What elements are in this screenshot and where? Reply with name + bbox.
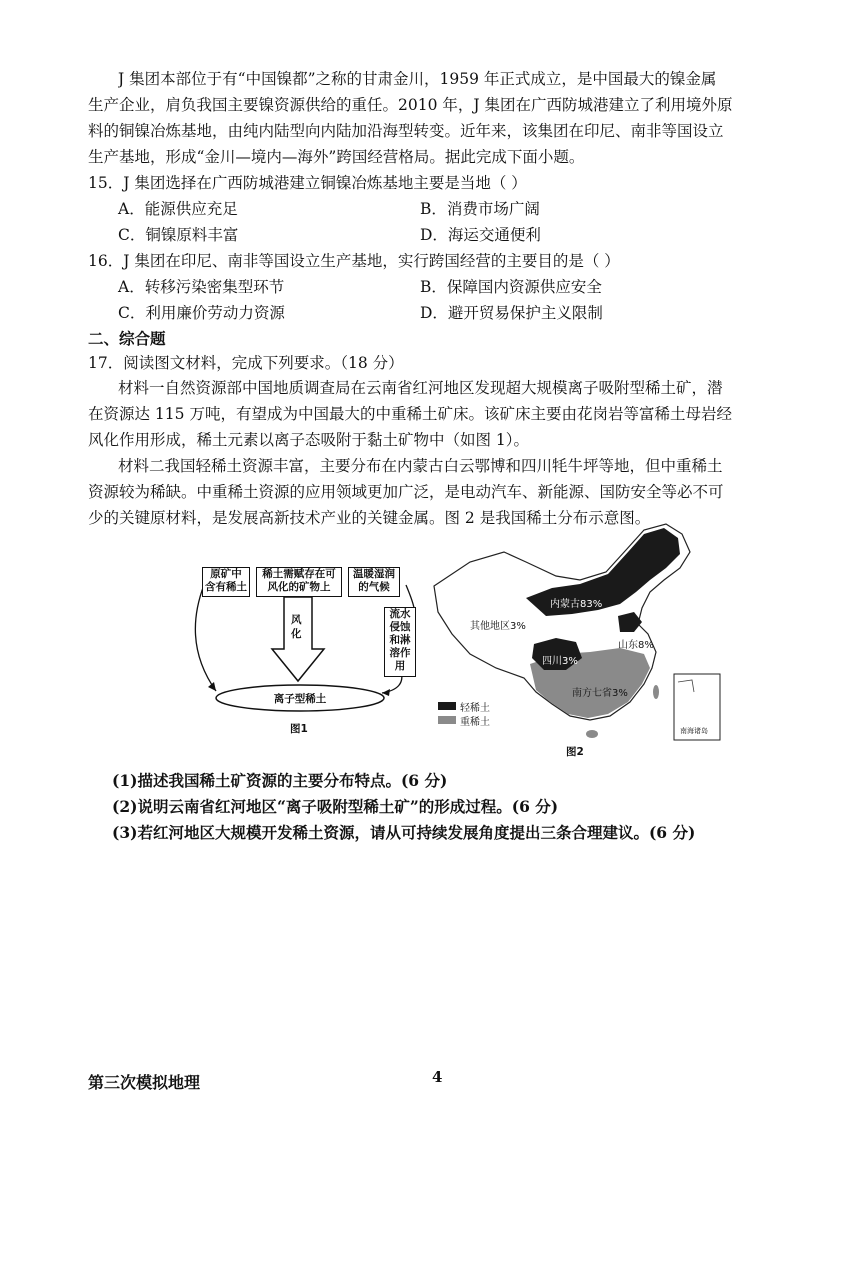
taiwan-island xyxy=(653,685,659,699)
fig1-box-ore-l2: 含有稀土 xyxy=(205,581,247,593)
label-inner-mongolia: 内蒙古83% xyxy=(550,599,603,610)
q17-stem: 17．阅读图文材料，完成下列要求。（18 分） xyxy=(88,354,404,372)
figure-2-map xyxy=(430,522,746,762)
fig1-caption: 图1 xyxy=(290,723,308,735)
fig1-box-erosion xyxy=(384,607,416,677)
q16-option-b: B．保障国内资源供应安全 xyxy=(420,278,602,296)
legend-light-swatch xyxy=(438,702,456,710)
footer-exam-name: 第三次模拟地理 xyxy=(88,1073,201,1092)
q17-material1-line2: 在资源达 115 万吨，有望成为中国最大的中重稀土矿床。该矿床主要由花岗岩等富稀土母岩经 xyxy=(88,405,732,423)
figure-1-flowchart xyxy=(186,563,421,743)
intro-line-4: 生产基地，形成“金川—境内—海外”跨国经营格局。据此完成下面小题。 xyxy=(88,148,585,166)
fig1-arrow-l1: 风 xyxy=(291,614,302,626)
fig1-box-erosion-l4: 溶作 xyxy=(389,647,411,659)
q15-option-a: A．能源供应充足 xyxy=(118,200,238,218)
fig1-box-climate-l2: 的气候 xyxy=(358,581,390,593)
fig1-box-erosion-l1: 流水 xyxy=(389,608,411,620)
q17-sub2: (2)说明云南省红河地区“离子吸附型稀土矿”的形成过程。(6 分) xyxy=(112,797,559,816)
page-number: 4 xyxy=(432,1068,443,1086)
q17-material1-line1: 材料一自然资源部中国地质调查局在云南省红河地区发现超大规模离子吸附型稀土矿，潜 xyxy=(118,379,723,397)
q17-sub1: (1)描述我国稀土矿资源的主要分布特点。(6 分) xyxy=(112,771,448,790)
q16-option-d: D．避开贸易保护主义限制 xyxy=(420,304,603,322)
fig1-box-climate-l1: 温暖湿润 xyxy=(353,568,395,580)
intro-line-1: J 集团本部位于有“中国镍都”之称的甘肃金川，1959 年正式成立，是中国最大的镍金属 xyxy=(118,70,717,88)
label-shandong: 山东8% xyxy=(618,640,654,651)
label-south-seven: 南方七省3% xyxy=(572,688,628,699)
intro-line-3: 料的铜镍冶炼基地，由纯内陆型向内陆加沿海型转变。近年来，该集团在印尼、南非等国设立 xyxy=(88,122,724,140)
fig1-box-erosion-l5: 用 xyxy=(394,660,406,672)
q16-option-a: A．转移污染密集型环节 xyxy=(118,278,285,296)
fig1-box-ore xyxy=(202,567,250,597)
q15-option-b: B．消费市场广阔 xyxy=(420,200,540,218)
label-sichuan: 四川3% xyxy=(542,656,578,667)
q17-sub3: (3)若红河地区大规模开发稀土资源，请从可持续发展角度提出三条合理建议。(6 分) xyxy=(112,823,696,842)
fig1-arrow-l2: 化 xyxy=(291,628,302,640)
label-other-regions: 其他地区3% xyxy=(470,621,526,632)
fig1-box-erosion-l2: 侵蚀 xyxy=(389,621,411,633)
legend-heavy-label: 重稀土 xyxy=(460,717,490,728)
legend-heavy-swatch xyxy=(438,716,456,724)
q17-material2-line1: 材料二我国轻稀土资源丰富，主要分布在内蒙古白云鄂博和四川牦牛坪等地，但中重稀土 xyxy=(118,457,723,475)
fig1-box-mineral-l2: 风化的矿物上 xyxy=(267,581,331,593)
section-heading: 二、综合题 xyxy=(88,329,166,348)
q15-stem: 15．J 集团选择在广西防城港建立铜镍冶炼基地主要是当地（ ） xyxy=(88,174,527,192)
q16-option-c: C．利用廉价劳动力资源 xyxy=(118,304,285,322)
fig1-box-ore-l1: 原矿中 xyxy=(210,568,242,580)
q17-material2-line2: 资源较为稀缺。中重稀土资源的应用领域更加广泛，是电动汽车、新能源、国防安全等必不可 xyxy=(88,483,724,501)
fig1-box-mineral-l1: 稀土需赋存在可 xyxy=(262,568,336,580)
q16-stem: 16．J 集团在印尼、南非等国设立生产基地，实行跨国经营的主要目的是（ ） xyxy=(88,252,620,270)
intro-line-2: 生产企业，肩负我国主要镍资源供给的重任。2010 年，J 集团在广西防城港建立了利用境外原 xyxy=(88,96,733,114)
hainan-island xyxy=(586,730,598,738)
q15-option-c: C．铜镍原料丰富 xyxy=(118,226,239,244)
legend-light-label: 轻稀土 xyxy=(460,703,490,714)
q17-material2-line3: 少的关键原材料，是发展高新技术产业的关键金属。图 2 是我国稀土分布示意图。 xyxy=(88,509,651,527)
q17-material1-line3: 风化作用形成，稀土元素以离子态吸附于黏土矿物中（如图 1）。 xyxy=(88,431,530,449)
fig1-box-erosion-l3: 和淋 xyxy=(389,634,411,646)
fig1-box-climate xyxy=(348,567,400,597)
label-inset: 南海诸岛 xyxy=(680,727,708,735)
fig1-bottom-label: 离子型稀土 xyxy=(273,693,327,705)
q15-option-d: D．海运交通便利 xyxy=(420,226,541,244)
fig1-box-mineral xyxy=(256,567,342,597)
fig2-caption: 图2 xyxy=(566,746,584,758)
fig1-arrow-label xyxy=(291,613,302,641)
